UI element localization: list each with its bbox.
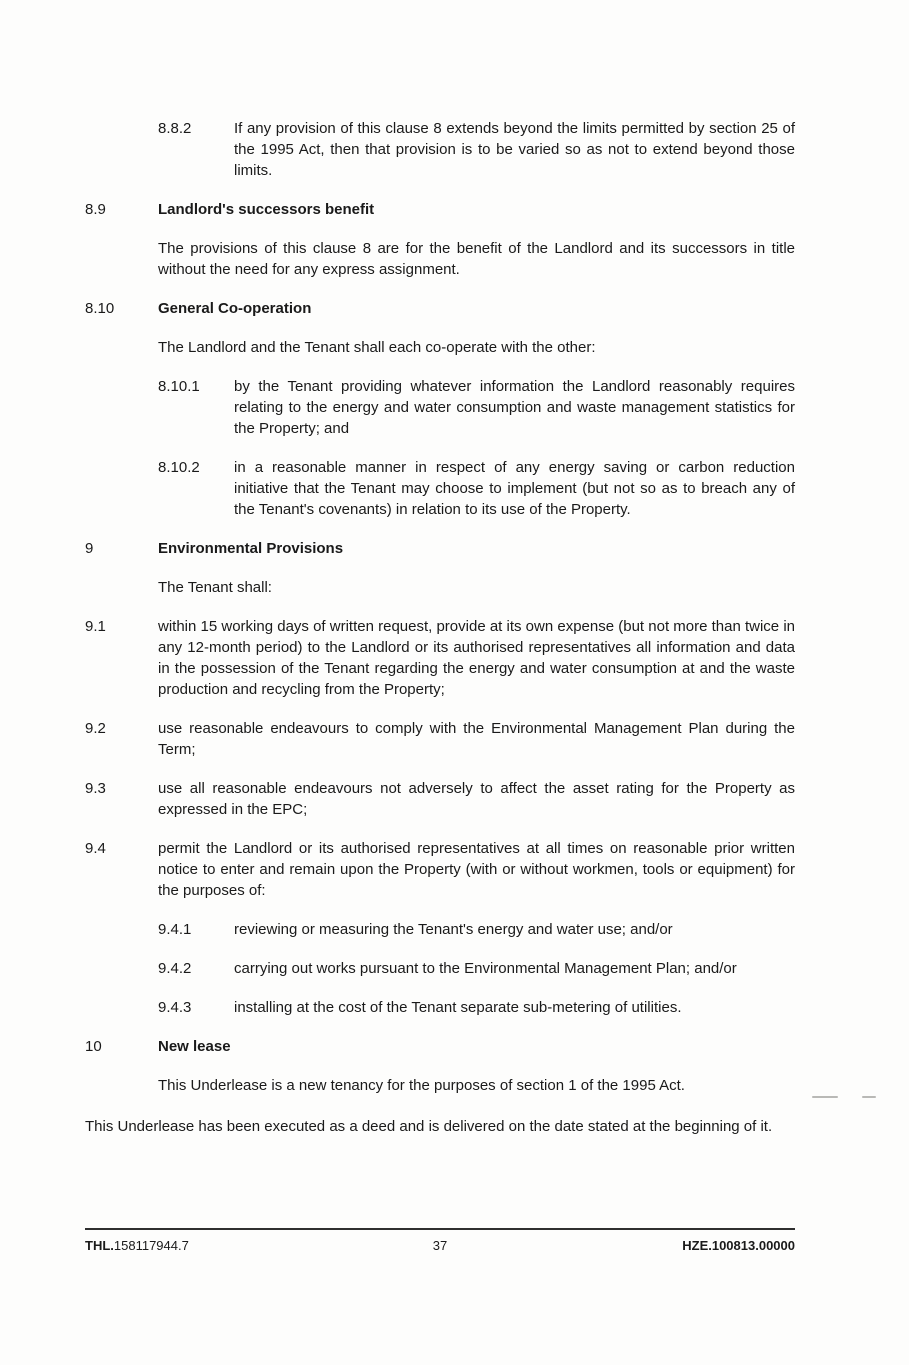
subclause-number: 9.4.3 bbox=[158, 999, 192, 1016]
subclause-number: 9.4.1 bbox=[158, 921, 192, 938]
page-number: 37 bbox=[432, 1238, 448, 1253]
subclause-text: by the Tenant providing whatever information the Landlord reasonably requires relating to the energy and water consumption and waste management statistics for the Property; and bbox=[234, 378, 795, 437]
section-heading: Landlord's successors benefit bbox=[158, 201, 375, 218]
footer-ref-number: 158117944.7 bbox=[113, 1238, 189, 1253]
clause-9-1 bbox=[85, 616, 795, 700]
clause-text: permit the Landlord or its authorised representatives at all times on reasonable prior written notice to enter and remain upon the Property (with or without workmen, tools or equipment) for the purposes of: bbox=[158, 840, 795, 899]
scan-artifact-dash bbox=[812, 1096, 838, 1098]
subclause-8-10-1 bbox=[85, 376, 795, 439]
clause-number-spacer bbox=[85, 958, 158, 979]
subclause-8-10-2 bbox=[85, 457, 795, 520]
clause-text: use reasonable endeavours to comply with the Environmental Management Plan during the Term; bbox=[158, 720, 795, 758]
clause-number-spacer bbox=[85, 457, 158, 520]
section-intro-9 bbox=[85, 577, 795, 598]
clause-number-spacer bbox=[85, 577, 158, 598]
clause-number: 9.1 bbox=[85, 618, 106, 635]
subclause-text: in a reasonable manner in respect of any energy saving or carbon reduction initiative that the Tenant may choose to implement (but not so as to breach any of the Tenant's covenants) in relation to its use of the Property. bbox=[234, 459, 795, 518]
subclause-number: 8.10.2 bbox=[158, 459, 200, 476]
clause-number: 8.10 bbox=[85, 300, 115, 317]
subclause-number: 8.8.2 bbox=[158, 120, 192, 137]
body-text: This Underlease is a new tenancy for the purposes of section 1 of the 1995 Act. bbox=[158, 1077, 685, 1094]
body-text: The Landlord and the Tenant shall each co-operate with the other: bbox=[158, 339, 596, 356]
section-heading-9 bbox=[85, 538, 795, 559]
subclause-text: installing at the cost of the Tenant separate sub-metering of utilities. bbox=[234, 999, 682, 1016]
subclause-number: 8.10.1 bbox=[158, 378, 200, 395]
clause-number: 9 bbox=[85, 540, 94, 557]
clause-number: 8.9 bbox=[85, 201, 106, 218]
clause-number: 10 bbox=[85, 1038, 102, 1055]
clause-number-spacer bbox=[85, 337, 158, 358]
footer-reference-right: HZE.100813.00000 bbox=[682, 1238, 795, 1253]
section-body-10 bbox=[85, 1075, 795, 1096]
subclause-9-4-3 bbox=[85, 997, 795, 1018]
footer-reference-left bbox=[85, 1238, 433, 1253]
clause-number-spacer bbox=[85, 919, 158, 940]
clause-9-3 bbox=[85, 778, 795, 820]
page-footer bbox=[85, 1228, 795, 1253]
section-heading: General Co-operation bbox=[158, 300, 312, 317]
clause-number: 9.2 bbox=[85, 720, 106, 737]
section-heading: New lease bbox=[158, 1038, 231, 1055]
clause-number: 9.3 bbox=[85, 780, 106, 797]
body-text: The Tenant shall: bbox=[158, 579, 272, 596]
subclause-9-4-2 bbox=[85, 958, 795, 979]
subclause-text: carrying out works pursuant to the Environmental Management Plan; and/or bbox=[234, 960, 737, 977]
section-heading-8-10 bbox=[85, 298, 795, 319]
clause-number: 9.4 bbox=[85, 840, 106, 857]
clause-number-spacer bbox=[85, 238, 158, 280]
subclause-text: reviewing or measuring the Tenant's energy and water use; and/or bbox=[234, 921, 673, 938]
clause-9-4 bbox=[85, 838, 795, 901]
section-heading-8-9 bbox=[85, 199, 795, 220]
footer-ref-prefix: THL. bbox=[85, 1238, 114, 1253]
closing-paragraph: This Underlease has been executed as a deed and is delivered on the date stated at the beginning of it. bbox=[85, 1118, 773, 1135]
document-body bbox=[85, 118, 795, 1137]
clause-text: use all reasonable endeavours not adversely to affect the asset rating for the Property as expressed in the EPC; bbox=[158, 780, 795, 818]
subclause-8-8-2 bbox=[85, 118, 795, 181]
section-heading-10 bbox=[85, 1036, 795, 1057]
clause-9-2 bbox=[85, 718, 795, 760]
clause-number-spacer bbox=[85, 997, 158, 1018]
clause-text: within 15 working days of written request, provide at its own expense (but not more than twice in any 12-month period) to the Landlord or its authorised representatives all information and data in the possession of the Tenant regarding the energy and water consumption at and the waste production and recycling from the Property; bbox=[158, 618, 795, 698]
body-text: The provisions of this clause 8 are for the benefit of the Landlord and its successors in title without the need for any express assignment. bbox=[158, 240, 795, 278]
section-heading: Environmental Provisions bbox=[158, 540, 344, 557]
subclause-9-4-1 bbox=[85, 919, 795, 940]
subclause-number: 9.4.2 bbox=[158, 960, 192, 977]
section-intro-8-10 bbox=[85, 337, 795, 358]
section-body-8-9 bbox=[85, 238, 795, 280]
subclause-text: If any provision of this clause 8 extends beyond the limits permitted by section 25 of the 1995 Act, then that provision is to be varied so as not to extend beyond those limits. bbox=[234, 120, 795, 179]
clause-number-spacer bbox=[85, 376, 158, 439]
clause-number-spacer bbox=[85, 118, 158, 181]
scan-artifact-dash bbox=[862, 1096, 876, 1098]
clause-number-spacer bbox=[85, 1075, 158, 1096]
